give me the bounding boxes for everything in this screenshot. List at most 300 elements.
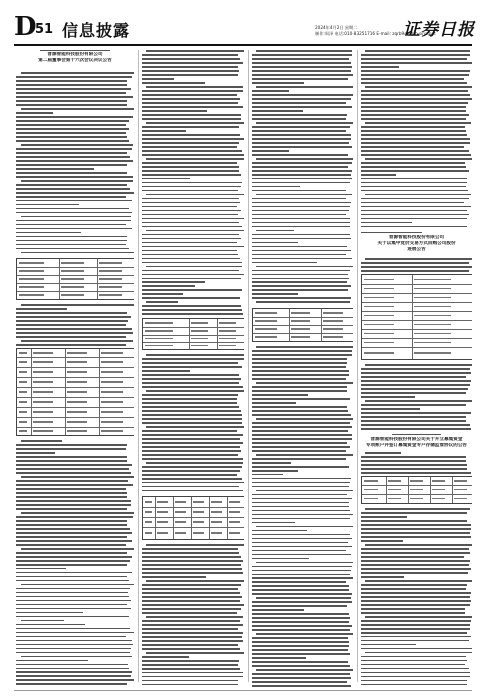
text-line bbox=[252, 66, 352, 68]
table-cell bbox=[19, 361, 27, 362]
text-line bbox=[365, 652, 472, 654]
text-line bbox=[16, 604, 127, 606]
table-cell bbox=[364, 279, 394, 280]
data-table bbox=[142, 318, 244, 350]
text-line bbox=[256, 86, 353, 88]
text-line bbox=[361, 78, 464, 80]
text-line bbox=[361, 126, 465, 128]
text-line bbox=[16, 516, 133, 518]
text-line bbox=[256, 597, 351, 599]
text-line bbox=[256, 50, 352, 52]
text-line bbox=[16, 456, 127, 458]
text-line bbox=[142, 422, 242, 424]
text-line bbox=[16, 596, 129, 598]
text-line bbox=[142, 94, 237, 96]
text-line bbox=[361, 556, 464, 558]
table-cell bbox=[33, 352, 53, 353]
text-line bbox=[361, 226, 467, 228]
text-line bbox=[146, 301, 178, 303]
text-line bbox=[361, 656, 466, 658]
text-line bbox=[16, 96, 133, 98]
text-line bbox=[142, 568, 242, 570]
text-line bbox=[252, 522, 295, 524]
text-line bbox=[252, 62, 351, 64]
table-cell bbox=[19, 286, 44, 287]
text-line bbox=[142, 442, 243, 444]
table-cell bbox=[33, 401, 53, 402]
text-line bbox=[142, 250, 237, 252]
text-line bbox=[16, 600, 131, 602]
text-line bbox=[252, 585, 349, 587]
table-cell bbox=[410, 489, 423, 490]
table-cell bbox=[157, 521, 168, 522]
text-line bbox=[252, 466, 349, 468]
text-line bbox=[16, 344, 126, 346]
text-line bbox=[142, 382, 239, 384]
text-line bbox=[256, 562, 353, 564]
table-cell bbox=[229, 532, 240, 533]
table-cell bbox=[61, 262, 84, 263]
text-line bbox=[16, 683, 127, 685]
text-line bbox=[16, 616, 129, 618]
text-line bbox=[361, 396, 415, 398]
text-line bbox=[361, 592, 471, 594]
text-line bbox=[256, 669, 353, 671]
text-line bbox=[16, 120, 129, 122]
text-line bbox=[16, 128, 129, 130]
text-line bbox=[142, 258, 240, 260]
table-cell bbox=[432, 498, 445, 499]
text-line bbox=[365, 616, 472, 618]
text-line bbox=[21, 584, 134, 586]
text-line bbox=[252, 542, 348, 544]
body-text bbox=[142, 542, 244, 685]
text-line bbox=[361, 428, 471, 430]
text-line bbox=[16, 220, 131, 222]
text-line bbox=[146, 354, 244, 356]
text-line bbox=[142, 564, 241, 566]
text-line bbox=[16, 204, 79, 206]
text-line bbox=[16, 508, 127, 510]
text-line bbox=[142, 218, 244, 220]
table-cell bbox=[19, 411, 27, 412]
text-line bbox=[16, 671, 132, 673]
text-line bbox=[16, 200, 132, 202]
table-cell bbox=[19, 381, 27, 382]
text-line bbox=[16, 248, 129, 250]
text-line bbox=[252, 609, 304, 611]
text-line bbox=[365, 258, 472, 260]
text-line bbox=[16, 568, 66, 570]
text-line bbox=[16, 312, 127, 314]
text-line bbox=[252, 422, 350, 424]
table-cell bbox=[67, 401, 87, 402]
table-cell bbox=[175, 501, 186, 502]
text-line bbox=[361, 392, 466, 394]
text-line bbox=[21, 216, 132, 218]
table-cell bbox=[101, 430, 123, 431]
text-line bbox=[142, 118, 241, 120]
text-line bbox=[252, 246, 347, 248]
text-column bbox=[252, 48, 353, 688]
text-line bbox=[146, 50, 244, 52]
text-line bbox=[252, 293, 298, 295]
table-cell bbox=[101, 401, 123, 402]
text-line bbox=[361, 182, 467, 184]
text-line bbox=[142, 90, 243, 92]
page-number: 51 bbox=[35, 22, 54, 37]
text-line bbox=[16, 576, 127, 578]
table-cell bbox=[191, 345, 208, 346]
text-line bbox=[16, 448, 126, 450]
text-line bbox=[361, 420, 466, 422]
table-cell bbox=[454, 498, 467, 499]
text-line bbox=[142, 242, 237, 244]
text-line bbox=[252, 370, 349, 372]
table-cell bbox=[414, 352, 451, 353]
body-text bbox=[142, 352, 244, 491]
table-cell bbox=[99, 262, 122, 263]
text-line bbox=[142, 458, 243, 460]
text-line bbox=[361, 596, 470, 598]
text-line bbox=[252, 258, 352, 260]
table-cell bbox=[323, 320, 343, 321]
text-line bbox=[16, 524, 127, 526]
text-line bbox=[361, 660, 467, 662]
text-line bbox=[16, 160, 133, 162]
text-line bbox=[142, 628, 238, 630]
text-line bbox=[252, 442, 347, 444]
text-line bbox=[21, 180, 134, 182]
text-line bbox=[142, 281, 205, 283]
text-line bbox=[146, 86, 243, 88]
text-line bbox=[252, 486, 349, 488]
table-cell bbox=[364, 288, 394, 289]
text-line bbox=[142, 226, 242, 228]
text-line bbox=[361, 66, 399, 68]
text-line bbox=[256, 230, 294, 232]
table-cell bbox=[364, 306, 394, 307]
text-line bbox=[16, 540, 132, 542]
table-cell bbox=[454, 489, 467, 490]
text-line bbox=[361, 146, 464, 148]
text-line bbox=[252, 70, 351, 72]
data-table bbox=[142, 496, 244, 540]
text-line bbox=[252, 438, 352, 440]
text-line bbox=[252, 285, 351, 287]
table-cell bbox=[145, 338, 173, 339]
table-cell bbox=[364, 498, 378, 499]
text-line bbox=[16, 675, 131, 677]
text-line bbox=[16, 244, 126, 246]
table-cell bbox=[157, 532, 168, 533]
text-line bbox=[146, 652, 244, 654]
table-cell bbox=[61, 286, 84, 287]
table-cell bbox=[61, 278, 84, 279]
text-line bbox=[16, 632, 134, 634]
text-line bbox=[16, 504, 131, 506]
text-line bbox=[16, 528, 130, 530]
table-cell bbox=[157, 511, 168, 512]
text-line bbox=[252, 142, 349, 144]
text-line bbox=[256, 490, 353, 492]
text-line bbox=[142, 178, 190, 180]
text-line bbox=[142, 600, 240, 602]
text-line bbox=[16, 140, 129, 142]
text-line bbox=[361, 74, 469, 76]
text-line bbox=[256, 122, 353, 124]
text-line bbox=[361, 82, 467, 84]
text-line bbox=[16, 124, 126, 126]
text-line bbox=[252, 657, 306, 659]
table-cell bbox=[175, 511, 186, 512]
table-cell bbox=[33, 411, 53, 412]
text-line bbox=[365, 452, 400, 454]
text-line bbox=[252, 366, 346, 368]
table-cell bbox=[145, 521, 152, 522]
text-line bbox=[142, 186, 241, 188]
table-cell bbox=[414, 297, 451, 298]
text-line bbox=[361, 54, 470, 56]
text-line bbox=[252, 134, 351, 136]
text-line bbox=[142, 624, 243, 626]
text-line bbox=[361, 376, 466, 378]
text-line bbox=[361, 58, 467, 60]
text-line bbox=[16, 472, 131, 474]
text-line bbox=[142, 394, 238, 396]
text-line bbox=[142, 410, 241, 412]
text-line bbox=[16, 308, 67, 310]
text-line bbox=[142, 684, 238, 686]
text-line bbox=[252, 126, 350, 128]
text-line bbox=[252, 74, 353, 76]
text-line bbox=[252, 462, 291, 464]
table-cell bbox=[33, 391, 53, 392]
text-line bbox=[142, 238, 241, 240]
text-line bbox=[142, 110, 207, 112]
article-title-line: 晋源智能科技股份有限公司关于开立募集资金 bbox=[370, 437, 463, 443]
text-line bbox=[252, 625, 352, 627]
text-line bbox=[361, 672, 470, 674]
text-line bbox=[16, 228, 132, 230]
text-line bbox=[365, 122, 470, 124]
text-line bbox=[252, 82, 304, 84]
text-line bbox=[252, 474, 283, 476]
table-cell bbox=[191, 330, 208, 331]
table-cell bbox=[67, 391, 87, 392]
text-line bbox=[16, 84, 127, 86]
text-line bbox=[252, 198, 346, 200]
text-line bbox=[142, 254, 238, 256]
text-line bbox=[252, 673, 350, 675]
text-line bbox=[252, 470, 298, 472]
text-line bbox=[142, 190, 238, 192]
text-line bbox=[252, 402, 296, 404]
text-line bbox=[361, 388, 468, 390]
text-line bbox=[146, 230, 244, 232]
table-cell bbox=[414, 333, 451, 334]
text-line bbox=[256, 301, 350, 303]
text-line bbox=[361, 600, 471, 602]
text-line bbox=[252, 170, 352, 172]
text-line bbox=[142, 62, 243, 64]
text-line bbox=[16, 468, 129, 470]
header-rule bbox=[14, 44, 472, 46]
text-line bbox=[16, 532, 132, 534]
table-cell bbox=[99, 278, 122, 279]
text-line bbox=[361, 684, 467, 686]
text-line bbox=[16, 488, 126, 490]
text-line bbox=[252, 210, 349, 212]
text-line bbox=[252, 534, 350, 536]
text-line bbox=[142, 174, 241, 176]
body-text bbox=[361, 362, 472, 430]
text-line bbox=[16, 560, 130, 562]
table-cell bbox=[33, 430, 53, 431]
text-line bbox=[142, 126, 239, 128]
table-cell bbox=[255, 320, 277, 321]
editor-line: 制作:周泽 电话:010-83251716 E-mail: zqrb9@zqrb.sina.net bbox=[315, 31, 436, 36]
text-line bbox=[361, 118, 466, 120]
text-line bbox=[252, 262, 317, 264]
table-cell bbox=[414, 342, 451, 343]
text-line bbox=[252, 593, 352, 595]
table-cell bbox=[99, 294, 122, 295]
text-line bbox=[361, 186, 466, 188]
text-line bbox=[361, 142, 470, 144]
text-line bbox=[361, 572, 468, 574]
text-line bbox=[252, 546, 352, 548]
text-line bbox=[252, 278, 349, 280]
table-cell bbox=[364, 315, 394, 316]
text-line bbox=[252, 226, 350, 228]
text-line bbox=[16, 668, 129, 670]
text-line bbox=[16, 88, 131, 90]
table-cell bbox=[211, 501, 222, 502]
text-line bbox=[252, 98, 351, 100]
text-line bbox=[16, 192, 134, 194]
table-cell bbox=[175, 532, 186, 533]
text-line bbox=[142, 362, 238, 364]
table-cell bbox=[388, 480, 401, 481]
table-cell bbox=[19, 401, 27, 402]
article-title-line: 关于以集中竞价交易方式回购公司股份 bbox=[377, 241, 456, 247]
text-line bbox=[361, 680, 467, 682]
text-line bbox=[16, 612, 83, 614]
table-cell bbox=[33, 381, 53, 382]
text-line bbox=[256, 346, 353, 348]
text-line bbox=[252, 589, 349, 591]
text-line bbox=[146, 194, 244, 196]
text-line bbox=[361, 270, 469, 272]
text-line bbox=[16, 640, 132, 642]
table-cell bbox=[67, 381, 87, 382]
text-line bbox=[365, 400, 472, 402]
table-cell bbox=[255, 312, 277, 313]
text-line bbox=[365, 508, 470, 510]
text-line bbox=[142, 588, 238, 590]
text-line bbox=[142, 402, 237, 404]
text-line bbox=[252, 118, 346, 120]
body-text bbox=[361, 506, 472, 685]
text-line bbox=[142, 552, 239, 554]
text-line bbox=[142, 386, 243, 388]
text-line bbox=[252, 178, 352, 180]
text-line bbox=[361, 98, 472, 100]
text-line bbox=[16, 624, 85, 626]
text-line bbox=[142, 660, 239, 662]
text-line bbox=[365, 50, 469, 52]
text-line bbox=[361, 380, 471, 382]
text-line bbox=[252, 90, 289, 92]
text-line bbox=[142, 293, 183, 295]
text-line bbox=[142, 146, 237, 148]
text-line bbox=[16, 336, 126, 338]
text-line bbox=[365, 544, 472, 546]
text-line bbox=[142, 466, 242, 468]
text-line bbox=[361, 174, 396, 176]
text-line bbox=[361, 468, 467, 470]
text-line bbox=[252, 110, 303, 112]
text-line bbox=[361, 170, 469, 172]
text-line bbox=[16, 660, 88, 662]
table-cell bbox=[414, 315, 451, 316]
text-line bbox=[16, 116, 133, 118]
table-cell bbox=[145, 345, 173, 346]
text-line bbox=[16, 564, 127, 566]
text-line bbox=[361, 190, 468, 192]
section-title: 信息披露 bbox=[62, 21, 131, 40]
table-cell bbox=[193, 511, 204, 512]
text-line bbox=[252, 374, 349, 376]
table-cell bbox=[388, 498, 401, 499]
text-line bbox=[16, 500, 131, 502]
table-cell bbox=[99, 270, 122, 271]
text-line bbox=[146, 580, 244, 582]
text-line bbox=[142, 309, 242, 311]
text-line bbox=[252, 114, 347, 116]
text-line bbox=[16, 76, 132, 78]
table-cell bbox=[291, 320, 310, 321]
article-header bbox=[361, 434, 472, 449]
text-line bbox=[252, 218, 350, 220]
text-line bbox=[142, 102, 238, 104]
text-line bbox=[252, 94, 353, 96]
text-line bbox=[361, 114, 469, 116]
text-line bbox=[142, 58, 240, 60]
text-line bbox=[142, 576, 206, 578]
page-letter: D bbox=[14, 12, 36, 42]
text-line bbox=[361, 218, 467, 220]
text-line bbox=[252, 78, 348, 80]
table-cell bbox=[175, 521, 186, 522]
footer-rule bbox=[14, 690, 472, 691]
table-cell bbox=[211, 532, 222, 533]
text-line bbox=[142, 154, 244, 156]
text-line bbox=[252, 130, 346, 132]
text-line bbox=[142, 198, 239, 200]
text-line bbox=[142, 680, 238, 682]
text-line bbox=[361, 624, 470, 626]
table-cell bbox=[364, 352, 394, 353]
text-line bbox=[252, 550, 346, 552]
text-column bbox=[361, 48, 472, 688]
text-line bbox=[142, 676, 243, 678]
text-line bbox=[16, 212, 132, 214]
text-line bbox=[361, 536, 471, 538]
text-line bbox=[142, 289, 242, 291]
text-line bbox=[361, 604, 470, 606]
